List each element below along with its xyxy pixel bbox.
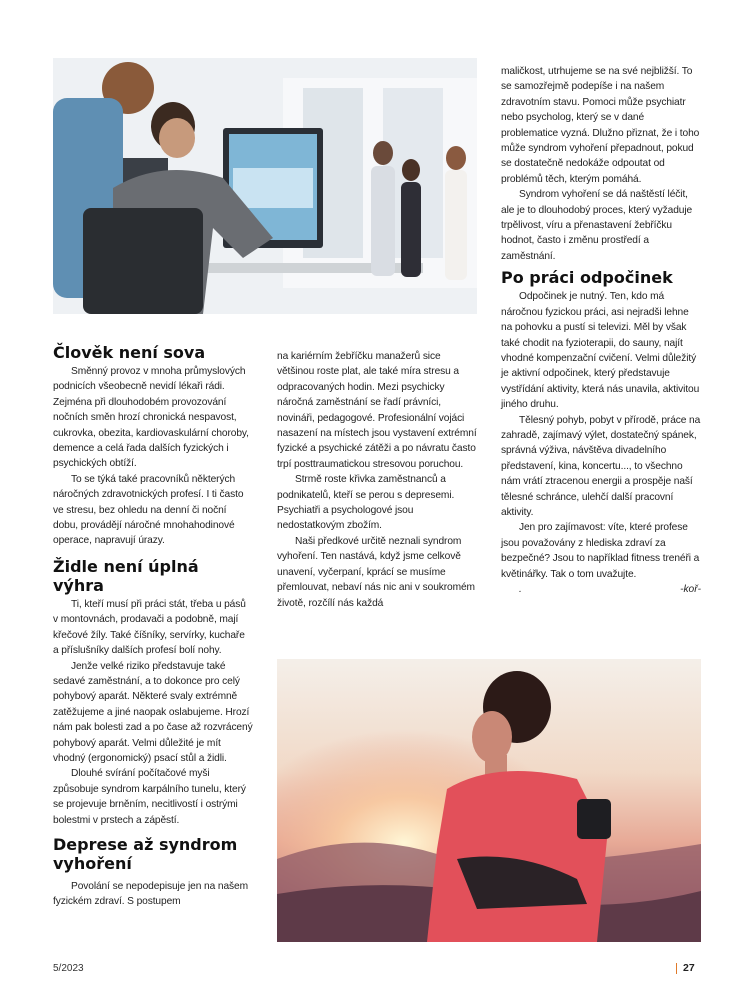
section-heading: Židle není úplná výhra (53, 556, 199, 595)
paragraph: Jen pro zajímavost: víte, které profese jsou považovány z hlediska zdraví za bezpečné? Jsou to například fitness trenéři a květinářky. Tak o tom uvažujte. (501, 522, 700, 580)
column-1 (53, 340, 253, 910)
paragraph: Tělesný pohyb, pobyt v přírodě, práce na zahradě, zajímavý výlet, dostatečný spánek, správná výživa, návštěva divadelního představení, kina, koncertu..., to všechno nám vrátí ztracenou energii a prospěje naší tělesné schránce, ulehčí další pracovní aktivity. (501, 414, 701, 518)
page-number: 27 (683, 962, 695, 974)
signature-text: -koř- (680, 584, 701, 595)
section-heading: Po práci odpočinek (501, 268, 673, 288)
paragraph: Odpočinek je nutný. Ten, kdo má náročnou fyzickou práci, asi nejradši lehne na pohovku a pustí si televizi. Měl by však také chodit na fyzioterapii, do sauny, najít vhodné kompenzační cvičení. Velmi důležitý je aktivní odpočinek, který představuje vystřídání aktivity, která nás unavila, aktivitou jiného druhu. (501, 291, 700, 411)
paragraph: Povolání se nepodepisuje jen na našem fyzickém zdraví. S postupem (53, 880, 248, 908)
paragraph: Naši předkové určitě neznali syndrom vyhoření. Ten nastává, když jsme celkově unavení, vyčerpaní, kprácí se musíme přemlouvat, nebaví nás nic ani v soukromém životě, rozčílí nás každá (277, 535, 475, 609)
paragraph: na kariérním žebříčku manažerů sice většinou roste plat, ale také míra stresu a odpracovaných hodin. Mezi psychicky náročná zaměstnání se řadí právníci, novináři, pedagogové. Profesionální vojáci nasazení na místech jsou vystavení extrémní fyzické a psychické zátěži a po návratu často trpí posttraumatickou stresovou poruchou. (277, 351, 477, 470)
column-2 (277, 349, 477, 611)
office-photo (53, 58, 477, 314)
paragraph: To se týká také pracovníků některých náročných zdravotnických profesí. I ti často ve stresu, bez ohledu na denní či noční dobu, provádějí náročné mnohahodinové operace, napravují úrazy. (53, 473, 244, 547)
paragraph: Ti, kteří musí při práci stát, třeba u pásů v montovnách, prodavači a podobně, mají křečové žíly. Také číšníky, servírky, kuchaře a příslušníky dalších profesí bolí nohy. (53, 598, 246, 657)
stray-dot: . (519, 584, 522, 595)
issue-number: 5/2023 (53, 963, 84, 974)
section-heading: Deprese až syndrom vyhoření (53, 834, 238, 873)
paragraph: Dlouhé svírání počítačové myši způsobuje syndrom karpálního tunelu, který se projevuje brněním, necitlivostí i ostrými bolestmi v prstech a zápěstí. (53, 768, 246, 826)
paragraph: Strmě roste křivka zaměstnanců a podnikatelů, kteří se perou s depresemi. Psychiatři a psychologové jsou nedostatkovým zbožím. (277, 474, 455, 532)
column-3 (501, 64, 701, 597)
footer-divider (676, 963, 677, 974)
runner-photo (277, 659, 701, 942)
author-signature (501, 582, 701, 597)
paragraph: Jenže velké riziko představuje také sedavé zaměstnání, a to dokonce pro celý pohybový aparát. Některé svaly extrémně zatěžujeme a jiné naopak oslabujeme. Hrozí nám pak bolesti zad a po čase až rozvrácený pohybový aparát. Velmi důležité je mít vhodný (ergonomický) psací stůl a židli. (53, 660, 253, 764)
paragraph: maličkost, utrhujeme se na své nejbližší. To se samozřejmě podepíše i na našem zdravotním stavu. Pomoci může psychiatr nebo psycholog, který se v dané problematice vyzná. Dlužno přiznat, že i toho může syndrom vyhoření přepadnout, pokud se dostatečně nedokáže odpoutat od problémů těch, kterým pomáhá. (501, 66, 700, 185)
section-heading: Člověk není sova (53, 343, 206, 362)
paragraph: Syndrom vyhoření se dá naštěstí léčit, ale je to dlouhodobý proces, který vyžaduje trpělivost, víru a přenastavení žebříčku hodnot, často i změnu prostředí a zaměstnání. (501, 189, 693, 262)
paragraph: Směnný provoz v mnoha průmyslových podnicích všeobecně nevidí lékaři rádi. Zejména při dlouhodobém provozování nočních směn hrozí chronická nespavost, cukrovka, obezita, kardiovaskulární choroby, demence a celá řada dalších fyzických i psychických obtíží. (53, 366, 249, 470)
